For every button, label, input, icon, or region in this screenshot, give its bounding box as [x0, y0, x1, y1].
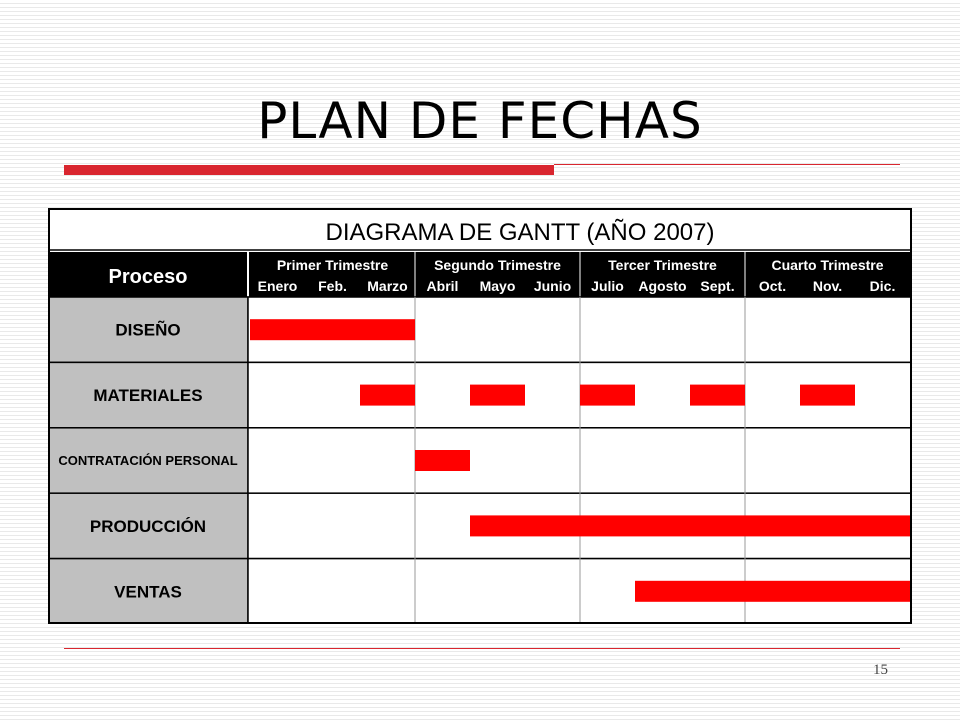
footer-rule [64, 648, 900, 649]
quarter-label: Segundo Trimestre [434, 257, 561, 273]
process-header: Proceso [108, 266, 188, 288]
process-label: PRODUCCIÓN [89, 516, 207, 536]
gantt-bar [635, 581, 910, 602]
gantt-bar [580, 385, 635, 406]
month-label: Marzo [367, 278, 408, 294]
quarter-label: Cuarto Trimestre [771, 257, 884, 273]
month-label: Feb. [318, 278, 347, 294]
month-label: Nov. [812, 278, 843, 294]
month-label: Junio [533, 278, 572, 294]
page-number: 15 [873, 662, 888, 678]
process-label: MATERIALES [93, 386, 203, 406]
month-label: Abril [426, 278, 459, 294]
process-label: DISEÑO [115, 320, 181, 340]
gantt-bar [250, 319, 415, 340]
gantt-bar [690, 385, 745, 406]
gantt-bar [800, 385, 855, 406]
month-label: Enero [257, 278, 298, 294]
quarter-label: Tercer Trimestre [608, 257, 717, 273]
month-label: Dic. [869, 278, 896, 294]
process-label: VENTAS [114, 582, 182, 602]
gantt-bar [470, 385, 525, 406]
month-label: Oct. [758, 278, 787, 294]
process-label: CONTRATACIÓN PERSONAL [58, 453, 238, 469]
quarter-label: Primer Trimestre [276, 257, 389, 273]
month-label: Julio [591, 278, 624, 294]
gantt-bar [470, 515, 910, 536]
gantt-bar [360, 385, 415, 406]
title-underline-thick [64, 165, 554, 175]
slide-title: PLAN DE FECHAS [257, 92, 703, 150]
month-label: Agosto [638, 278, 687, 294]
gantt-chart [48, 208, 912, 624]
title-underline-thin [554, 164, 900, 165]
month-label: Mayo [479, 278, 516, 294]
gantt-title: DIAGRAMA DE GANTT (AÑO 2007) [325, 219, 715, 246]
month-label: Sept. [700, 278, 735, 294]
gantt-bar [415, 450, 470, 471]
